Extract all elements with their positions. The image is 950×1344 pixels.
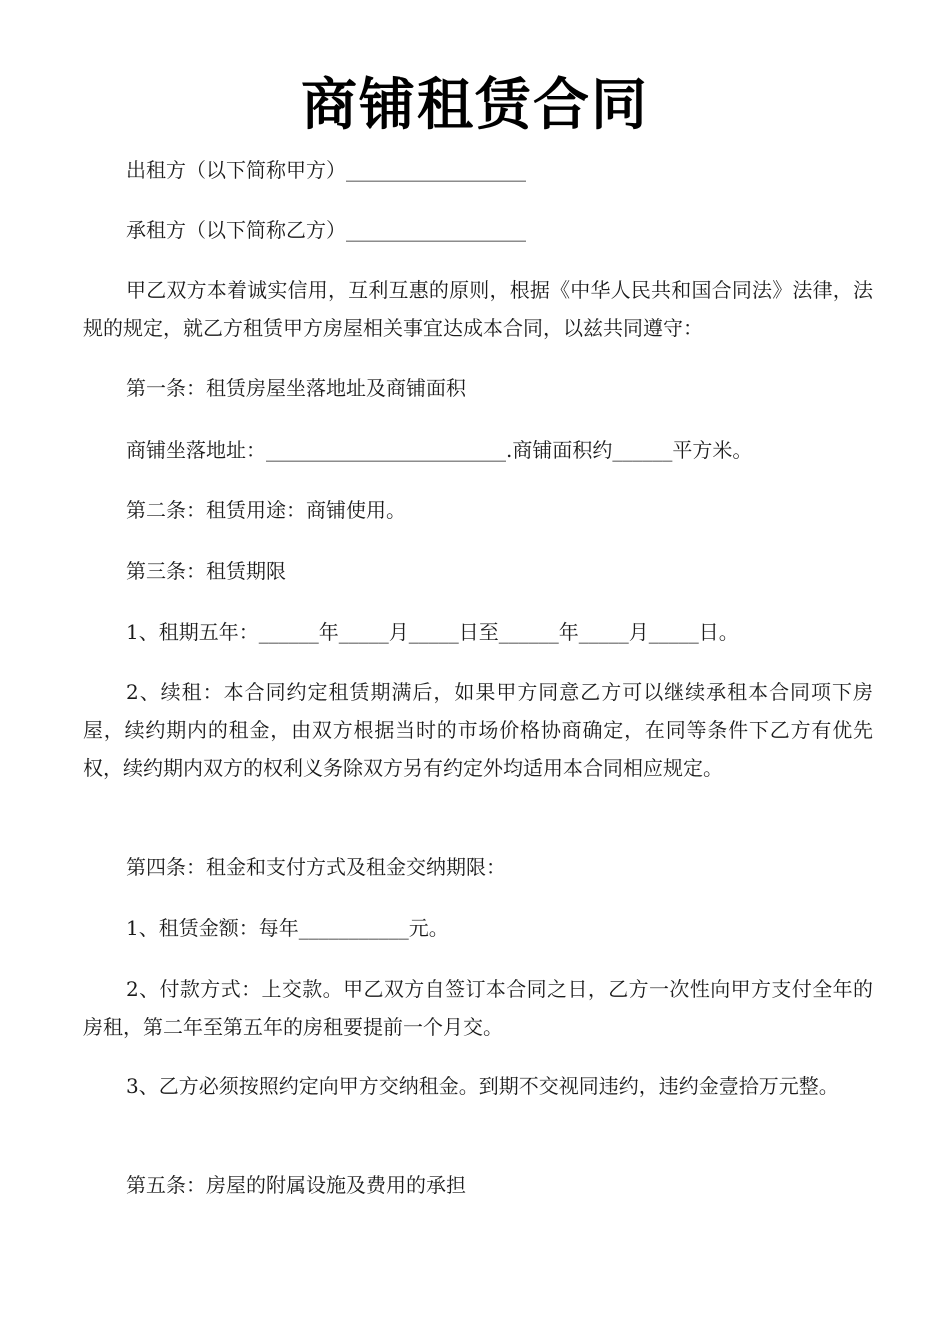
article-3-heading: 第三条：租赁期限 <box>126 559 286 583</box>
article-1-heading: 第一条：租赁房屋坐落地址及商铺面积 <box>126 376 466 400</box>
preamble-paragraph: 甲乙双方本着诚实信用，互利互惠的原则，根据《中华人民共和国合同法》法律，法规的规定，就乙方租赁甲方房屋相关事宜达成本合同，以兹共同遵守： <box>83 278 873 340</box>
rent-clause-1: 1、租赁金额：每年___________元。 <box>126 916 449 940</box>
lessee-line: 承租方（以下简称乙方）__________________ <box>126 218 526 242</box>
article-5-heading: 第五条：房屋的附属设施及费用的承担 <box>126 1173 466 1197</box>
article-4-heading: 第四条：租金和支付方式及租金交纳期限： <box>126 855 506 879</box>
term-clause-1: 1、租期五年：______年_____月_____日至______年_____月_____日。 <box>126 620 739 644</box>
article-2-heading: 第二条：租赁用途：商铺使用。 <box>126 498 406 522</box>
rent-clause-3: 3、乙方必须按照约定向甲方交纳租金。到期不交视同违约，违约金壹拾万元整。 <box>126 1074 839 1098</box>
rent-clause-2: 2、付款方式：上交款。甲乙双方自签订本合同之日，乙方一次性向甲方支付全年的房租，第二年至第五年的房租要提前一个月交。 <box>83 977 873 1039</box>
document-title: 商铺租赁合同 <box>301 73 649 138</box>
lessor-line: 出租方（以下简称甲方）__________________ <box>126 158 526 182</box>
term-clause-2: 2、续租：本合同约定租赁期满后，如果甲方同意乙方可以继续承租本合同项下房屋，续约期内的租金，由双方根据当时的市场价格协商确定，在同等条件下乙方有优先权，续约期内双方的权利义务除双方另有约定外均适用本合同相应规定。 <box>83 680 873 780</box>
shop-address-line: 商铺坐落地址：________________________.商铺面积约______平方米。 <box>126 438 753 462</box>
